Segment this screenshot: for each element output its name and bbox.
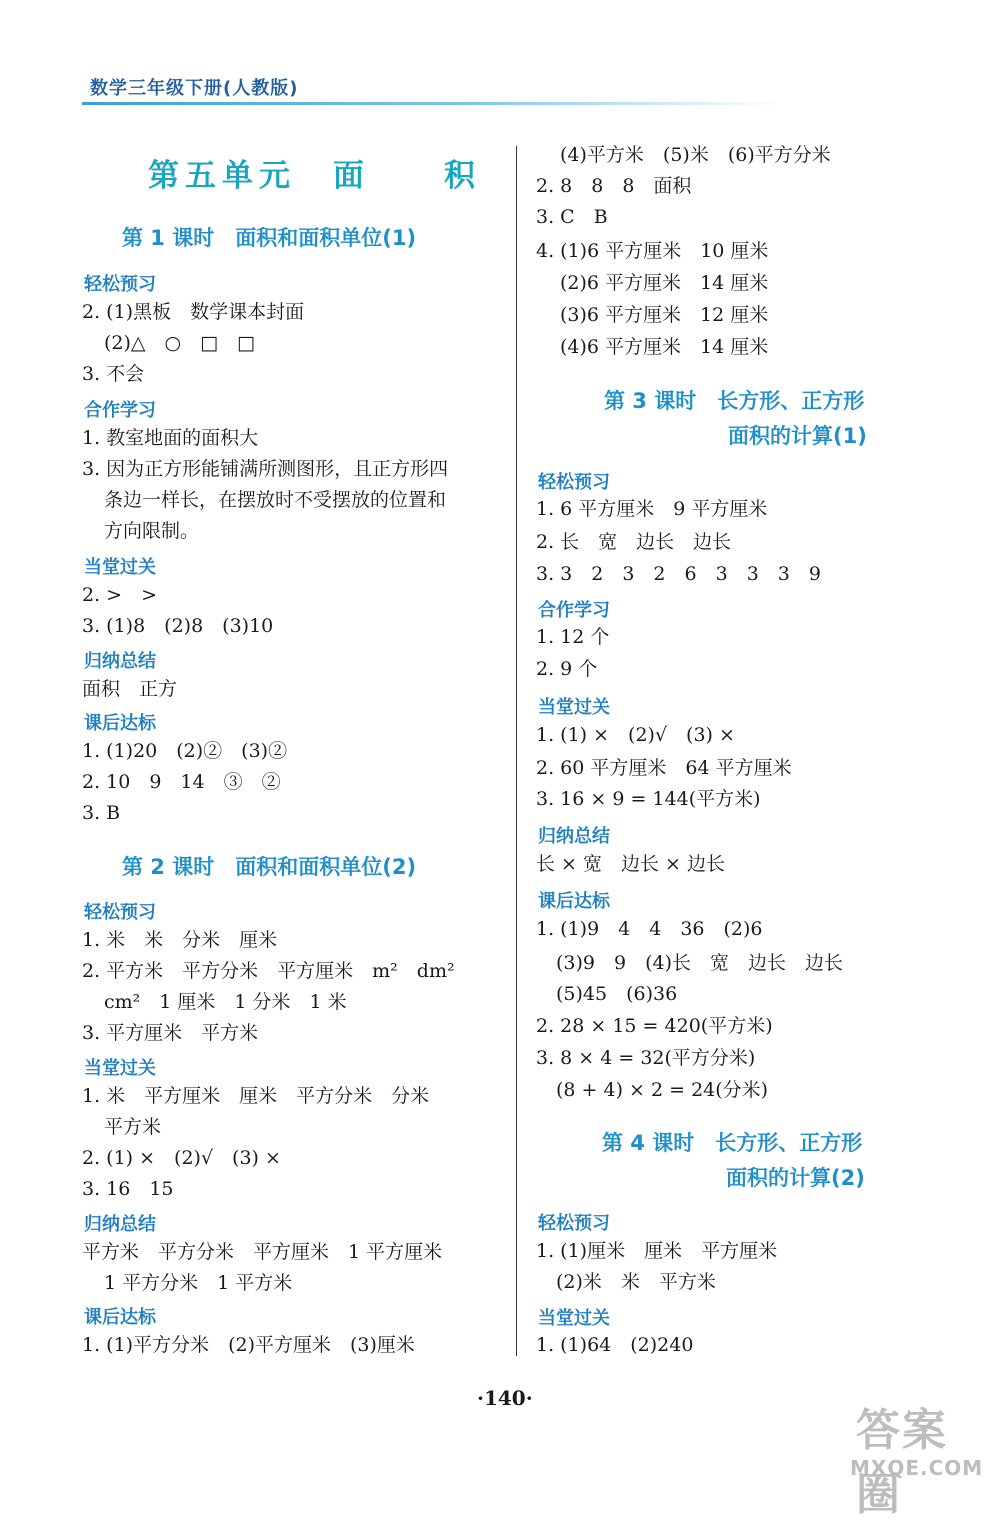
answer-line: 1. 12 个 [536,626,610,648]
answer-line: 2. 9 个 [536,658,598,680]
answer-line: 方向限制。 [104,520,200,542]
watermark-url: MXQE.COM [850,1456,984,1480]
watermark-text: 答案圈 [856,1405,948,1520]
answer-line: 条边一样长，在摆放时不受摆放的位置和 [104,489,447,511]
answer-line: 3. 不会 [82,363,145,385]
lesson-1-title: 第 1 课时 面积和面积单位(1) [122,226,417,250]
answer-line: 2. 60 平方厘米 64 平方厘米 [536,757,792,779]
lesson-4-title-line-2: 面积的计算(2) [726,1166,865,1190]
column-divider [516,146,517,1356]
answer-line: (2)△ ○ □ □ [104,332,256,354]
section-heading: 课后达标 [84,713,156,734]
section-heading: 当堂过关 [84,1058,156,1079]
answer-line: 面积 正方 [82,678,178,700]
answer-line: 2. 10 9 14 ③ ② [82,771,281,793]
section-heading: 轻松预习 [538,1213,610,1234]
answer-line: cm² 1 厘米 1 分米 1 米 [104,991,347,1013]
answer-line: 3. (1)8 (2)8 (3)10 [82,615,274,637]
answer-line: 1. (1)厘米 厘米 平方厘米 [536,1240,778,1262]
section-heading: 归纳总结 [84,1214,156,1235]
watermark-logo [846,1392,986,1520]
lesson-3-title-line-1: 第 3 课时 长方形、正方形 [604,389,865,413]
section-heading: 归纳总结 [538,826,610,847]
lesson-2-title: 第 2 课时 面积和面积单位(2) [122,855,417,879]
answer-line: 1. (1) × (2)√ (3) × [536,724,735,746]
section-heading: 轻松预习 [84,274,156,295]
answer-line: 2. 平方米 平方分米 平方厘米 m² dm² [82,960,455,982]
answer-line: 1. (1)20 (2)② (3)② [82,740,288,762]
header-rule [82,102,782,105]
section-heading: 当堂过关 [538,697,610,718]
header-title: 数学三年级下册(人教版) [90,78,299,99]
section-heading: 当堂过关 [538,1308,610,1329]
answer-line: 3. 16 15 [82,1178,174,1200]
answer-line: 平方米 平方分米 平方厘米 1 平方厘米 [82,1241,443,1263]
section-heading: 合作学习 [538,600,610,621]
answer-line: 1. (1)平方分米 (2)平方厘米 (3)厘米 [82,1334,415,1356]
answer-line: (8 + 4) × 2 = 24(分米) [556,1079,769,1101]
answer-line: 3. 因为正方形能铺满所测图形，且正方形四 [82,458,449,480]
section-heading: 归纳总结 [84,651,156,672]
answer-line: 3. 16 × 9 = 144(平方米) [536,788,761,810]
answer-line: (2)6 平方厘米 14 厘米 [560,272,769,294]
answer-line: (4)6 平方厘米 14 厘米 [560,336,769,358]
section-heading: 轻松预习 [84,902,156,923]
answer-line: 1. 6 平方厘米 9 平方厘米 [536,498,768,520]
lesson-3-title-line-2: 面积的计算(1) [728,424,867,448]
answer-line: 3. B [82,802,121,824]
answer-line: 2. 28 × 15 = 420(平方米) [536,1015,773,1037]
answer-line: 3. 3 2 3 2 6 3 3 3 9 [536,563,821,585]
answer-line: 4. (1)6 平方厘米 10 厘米 [536,240,769,262]
section-heading: 课后达标 [538,891,610,912]
lesson-4-title-line-1: 第 4 课时 长方形、正方形 [602,1131,863,1155]
answer-line: 1. 米 米 分米 厘米 [82,929,278,951]
answer-line: 3. C B [536,206,608,228]
section-heading: 当堂过关 [84,557,156,578]
answer-line: (4)平方米 (5)米 (6)平方分米 [560,144,831,166]
answer-line: 3. 平方厘米 平方米 [82,1022,259,1044]
answer-line: (5)45 (6)36 [556,983,678,1005]
page-header [82,72,782,106]
answer-line: 1. 米 平方厘米 厘米 平方分米 分米 [82,1085,430,1107]
answer-line: 2. 8 8 8 面积 [536,175,692,197]
answer-line: 2. > > [82,584,158,606]
section-heading: 合作学习 [84,400,156,421]
answer-line: 平方米 [104,1116,162,1138]
section-heading: 轻松预习 [538,472,610,493]
answer-line: 3. 8 × 4 = 32(平方分米) [536,1047,756,1069]
answer-line: 1 平方分米 1 平方米 [104,1272,293,1294]
answer-line: 2. (1) × (2)√ (3) × [82,1147,281,1169]
answer-line: 1. (1)64 (2)240 [536,1334,694,1356]
answer-line: (2)米 米 平方米 [556,1271,716,1293]
answer-line: (3)6 平方厘米 12 厘米 [560,304,769,326]
unit-title: 第五单元 面 积 [148,158,481,194]
answer-line: (3)9 9 (4)长 宽 边长 边长 [556,952,844,974]
answer-line: 1. 教室地面的面积大 [82,427,259,449]
answer-line: 2. (1)黑板 数学课本封面 [82,301,305,323]
section-heading: 课后达标 [84,1307,156,1328]
answer-line: 1. (1)9 4 4 36 (2)6 [536,918,763,940]
answer-line: 长 × 宽 边长 × 边长 [536,853,725,875]
answer-line: 2. 长 宽 边长 边长 [536,531,732,553]
page-number: ·140· [477,1386,533,1410]
